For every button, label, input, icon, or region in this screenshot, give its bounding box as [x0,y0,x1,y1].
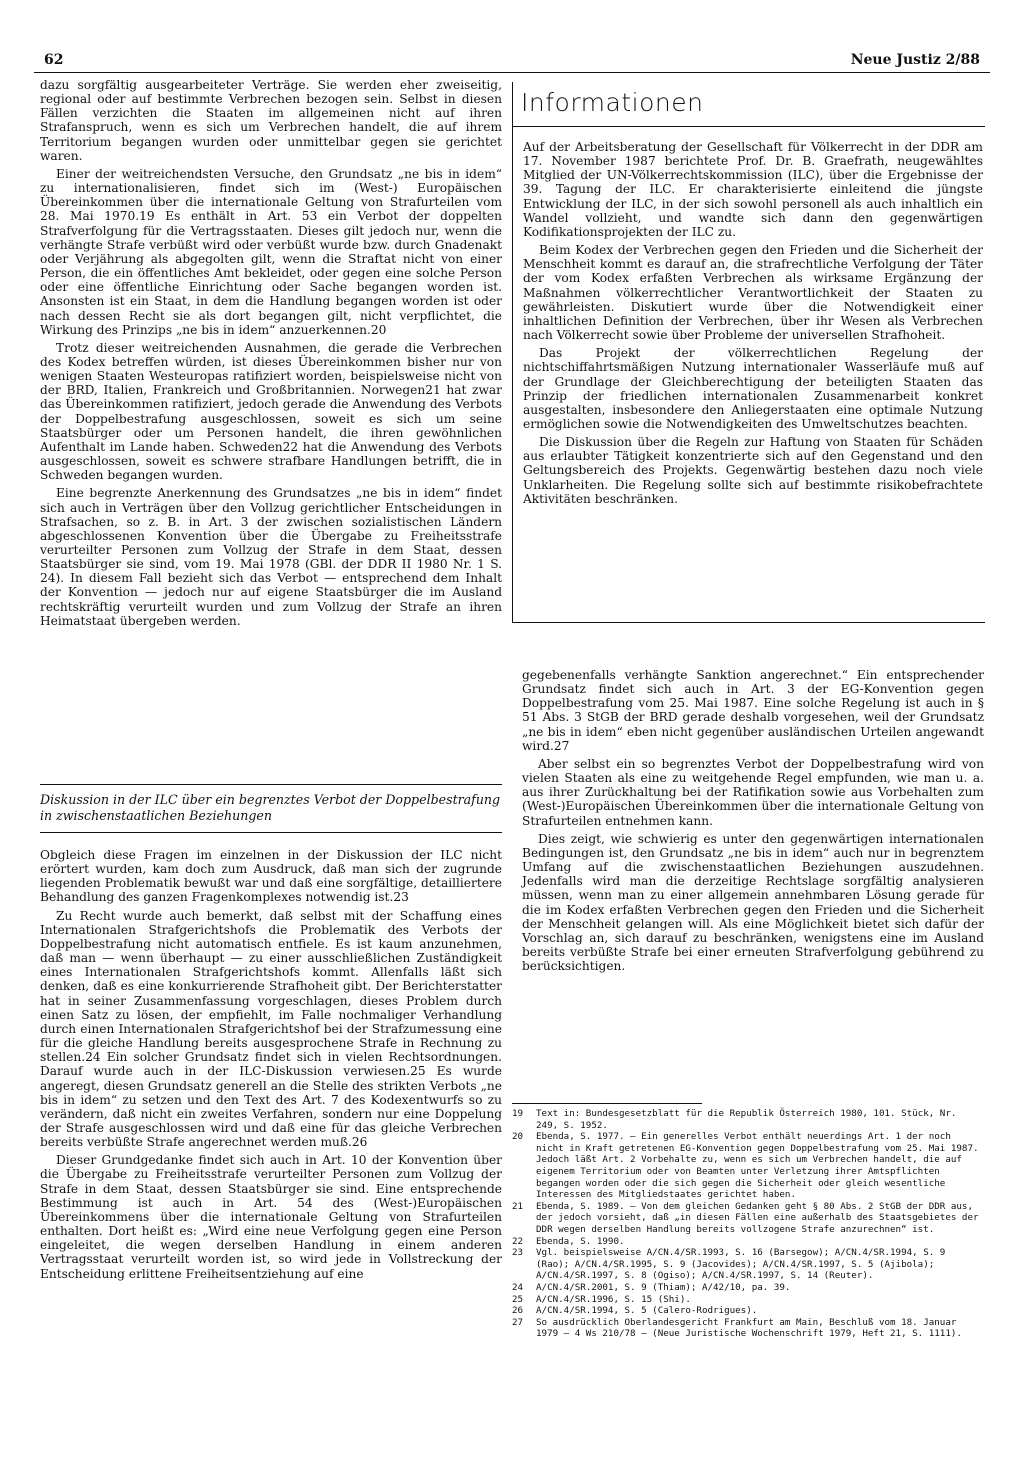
footnote-number: 20 [512,1131,524,1143]
paragraph: Dieser Grundgedanke findet sich auch in Art. 10 der Konvention über die Übergabe zu Freiheitsstrafe verurteilter Personen zum Vollzug der Strafe in dem Staat, dessen Staatsbürger sie sind. Eine entsprechende Bestimmung ist auch in Art. 54 des (West-)Europäischen Übereinkommens über die internationale Geltung von Strafurteilen enthalten. Dort heißt es: „Wird eine neue Verfolgung gegen eine Person eingeleitet, die wegen derselben Handlung in einem anderen Vertragsstaat verurteilt worden ist, so wird jede in Vollstreckung der Entscheidung erlittene Freiheitsentziehung auf eine [40,1153,502,1281]
paragraph: Obgleich diese Fragen im einzelnen in der Diskussion der ILC nicht erörtert wurden, kam doch zum Ausdruck, daß man sich der zugrunde liegenden Problematik bewußt war und daß eine sorgfältige, detailliertere Behandlung des ganzen Fragenkomplexes notwendig ist.23 [40,848,502,905]
footnote [512,1236,984,1248]
footnote-number: 22 [512,1235,524,1247]
section-heading: Diskussion in der ILC über ein begrenztes Verbot der Doppelbestrafung in zwischenstaatlichen Beziehungen [40,792,501,823]
footnote-text: A/CN.4/SR.1994, S. 5 (Calero-Rodrigues). [536,1305,758,1317]
paragraph: Beim Kodex der Verbrechen gegen den Frieden und die Sicherheit der Menschheit kommt es darauf an, die strafrechtliche Verfolgung der Täter der vom Kodex erfaßten Verbrechen als wirksame Ergänzung der Maßnahmen völkerrechtlicher Verantwortlichkeit der Staaten zu gewährleisten. Diskutiert wurde über die Notwendigkeit einer inhaltlichen Definition der Verbrechen, über ihr Wesen als Verbrechen nach Völkerrecht sowie über Probleme der universellen Strafhoheit. [523,243,983,343]
left-column-top [40,78,502,632]
left-column-bottom [40,848,502,1285]
info-body [523,140,983,510]
footnote-text: So ausdrücklich Oberlandesgericht Frankfurt am Main, Beschluß vom 18. Januar 1979 — 4 Ws 210/78 — (Neue Juristische Wochenschrift 1979, Heft 21, S. 1111). [536,1316,962,1340]
paragraph: gegebenenfalls verhängte Sanktion angerechnet.“ Ein entsprechender Grundsatz findet sich auch in Art. 3 der EG-Konvention gegen Doppelbestrafung vom 25. Mai 1987. Eine solche Regelung ist auch in § 51 Abs. 3 StGB der BRD gerade deshalb vorgesehen, weil der Grundsatz „ne bis in idem“ eben nicht gegenüber ausländischen Urteilen angewandt wird.27 [522,668,984,753]
footnote-number: 21 [512,1200,524,1212]
footnote-text: A/CN.4/SR.1996, S. 15 (Shi). [536,1293,691,1305]
right-column [522,668,984,977]
footnote-number: 24 [512,1281,524,1293]
footnote [512,1317,984,1340]
paragraph: Auf der Arbeitsberatung der Gesellschaft für Völkerrecht in der DDR am 17. November 1987 berichtete Prof. Dr. B. Graefrath, neugewähltes Mitglied der UN-Völkerrechtskommission (ILC), über die Ergebnisse der 39. Tagung der ILC. Er charakterisierte einleitend die jüngste Entwicklung der ILC, in der sich sowohl personell als auch inhaltlich ein Wandel vollzieht, und wandte sich dann den gegenwärtigen Kodifikationsprojekten der ILC zu. [523,140,983,239]
footnote-text: Ebenda, S. 1990. [536,1235,625,1247]
footnote [512,1294,984,1306]
info-title-rule [513,126,985,127]
section-rule-top [40,784,502,785]
footnote-text: Vgl. beispielsweise A/CN.4/SR.1993, S. 16 (Barsegow); A/CN.4/SR.1994, S. 9 (Rao); A/CN.4/SR.1995, S. 9 (Jacovides); A/CN.4/SR.1997, S. 5 (Ajibola); A/CN.4/SR.1997, S. 8 (Ogiso); A/CN.4/SR.1997, S. 14 (Reuter). [536,1247,951,1282]
page-number: 62 [44,52,64,68]
footnote-number: 23 [512,1247,524,1259]
journal-header: Neue Justiz 2/88 [850,52,980,68]
paragraph: Einer der weitreichendsten Versuche, den Grundsatz „ne bis in idem“ zu internationalisieren, findet sich im (West-) Europäischen Übereinkommen über die internationale Geltung von Strafurteilen vom 28. Mai 1970.19 Es enthält in Art. 53 ein Verbot der doppelten Strafverfolgung für die Vertragsstaaten. Dieses gilt jedoch nur, wenn die verhängte Strafe verbüßt wird oder verbüßt wurde bzw. durch Gnadenakt oder Verjährung als abgegolten gilt, wenn die Straftat nicht von einer Person, die ein öffentliches Amt bekleidet, oder gegen eine solche Person oder eine öffentliche Einrichtung oder Sache begangen worden ist. Ansonsten ist ein Staat, in dem die Handlung begangen worden ist oder nach dessen Recht sie als dort begangen gilt, nicht verpflichtet, die Wirkung des Prinzips „ne bis in idem“ anzuerkennen.20 [40,166,502,337]
footnote-text: Text in: Bundesgesetzblatt für die Republik Österreich 1980, 101. Stück, Nr. 249, S. 1952. [536,1108,962,1131]
info-box [512,82,985,623]
footnote-text: Ebenda, S. 1977. — Ein generelles Verbot enthält neuerdings Art. 1 der noch nicht in Kraft getretenen EG-Konvention gegen Doppelbestrafung vom 25. Mai 1987. Jedoch läßt Art. 2 Vorbehalte zu, wenn es sich um Verbrechen handelt, die auf eigenem Territorium oder von Beamten unter Verletzung ihrer Amtspflichten begangen worden oder die sich gegen die Sicherheit oder gleich wesentliche Interessen des Mitgliedstaates gerichtet haben. [536,1131,985,1201]
footnote-number: 25 [512,1293,524,1305]
footnotes [512,1108,984,1340]
footnote-number: 27 [512,1316,524,1328]
paragraph: Aber selbst ein so begrenztes Verbot der Doppelbestrafung wird von vielen Staaten als eine zu weitgehende Regel empfunden, wie man u. a. aus ihrer Zurückhaltung bei der Ratifikation sowie aus Vorbehalten zum (West-)Europäischen Übereinkommen über die internationale Geltung von Strafurteilen entnehmen kann. [522,756,984,828]
footnote-text: Ebenda, S. 1989. — Von dem gleichen Gedanken geht § 80 Abs. 2 StGB der DDR aus, der jedoch vorsieht, daß „in diesen Fällen eine außerhalb des Staatsgebietes der DDR wegen derselben Handlung bereits vollzogene Strafe anzurechnen“ ist. [536,1200,985,1235]
paragraph: Eine begrenzte Anerkennung des Grundsatzes „ne bis in idem“ findet sich auch in Verträgen über den Vollzug gerichtlicher Entscheidungen in Strafsachen, so z. B. in Art. 3 der zwischen sozialistischen Ländern abgeschlossenen Konvention über die Übergabe zu Freiheitsstrafe verurteilter Personen zum Vollzug der Strafe in dem Staat, dessen Staatsbürger sie sind, vom 19. Mai 1978 (GBl. der DDR II 1980 Nr. 1 S. 24). In diesem Fall bezieht sich das Verbot — entsprechend dem Inhalt der Konvention — jedoch nur auf eigene Staatsbürger die im Ausland rechtskräftig verurteilt wurden und zum Vollzug der Strafe an ihren Heimatstaat übergeben werden. [40,486,502,628]
paragraph: dazu sorgfältig ausgearbeiteter Verträge. Sie werden eher zweiseitig, regional oder auf bestimmte Verbrechen bezogen sein. Selbst in diesen Fällen verzichten die Staaten im allgemeinen nicht auf ihren Strafanspruch, wenn es sich um Verbrechen handelt, die auf ihrem Territorium begangen wurden oder unmittelbar gegen sie gerichtet waren. [40,78,502,163]
footnote [512,1108,984,1131]
paragraph: Trotz dieser weitreichenden Ausnahmen, die gerade die Verbrechen des Kodex betreffen würden, ist dieses Übereinkommen bisher nur von wenigen Staaten Westeuropas ratifiziert worden, beispielsweise nicht von der BRD, Italien, Frankreich und Großbritannien. Norwegen21 hat zwar das Übereinkommen ratifiziert, jedoch gerade die Anwendung des Verbots der Doppelbestrafung ausgeschlossen, soweit es sich um seine Staatsbürger oder um Personen handelt, die ihren gewöhnlichen Aufenthalt im Lande haben. Schweden22 hat die Anwendung des Verbots ausgeschlossen, soweit es schwere strafbare Handlungen betrifft, die in Schweden begangen wurden. [40,340,502,483]
footnote-text: A/CN.4/SR.2001, S. 9 (Thiam); A/42/10, pa. 39. [536,1281,791,1293]
header-rule [34,72,990,73]
footnote-rule [512,1103,702,1104]
footnote-number: 26 [512,1305,524,1317]
footnote-number: 19 [512,1108,524,1119]
footnote [512,1305,984,1317]
section-rule-bottom [40,832,502,833]
footnote [512,1201,984,1236]
paragraph: Das Projekt der völkerrechtlichen Regelung der nichtschiffahrtsmäßigen Nutzung internationaler Wasserläufe muß auf der Grundlage der Gleichberechtigung der beteiligten Staaten das Prinzip der friedlichen internationalen Zusammenarbeit konkret ausgestalten, insbesondere den Anliegerstaaten eine optimale Nutzung ermöglichen sowie die Notwendigkeiten des Umweltschutzes beachten. [523,346,983,431]
paragraph: Zu Recht wurde auch bemerkt, daß selbst mit der Schaffung eines Internationalen Strafgerichtshofs die Problematik des Verbots der Doppelbestrafung nicht automatisch entfiele. Es ist kaum anzunehmen, daß man — wenn überhaupt — zu einer ausschließlichen Zuständigkeit eines Internationalen Strafgerichtshofs kommt. Allenfalls läßt sich denken, daß es eine konkurrierende Strafhoheit gibt. Der Berichterstatter hat in seiner Zusammenfassung vorgeschlagen, dieses Problem durch einen Satz zu lösen, der empfiehlt, im Falle nochmaliger Verhandlung durch einen Internationalen Strafgerichtshof bei der Strafzumessung eine für die gleiche Handlung bereits ausgesprochene Strafe in Rechnung zu stellen.24 Ein solcher Grundsatz findet sich in vielen Rechtsordnungen. Darauf wurde auch in der ILC-Diskussion verwiesen.25 Es wurde angeregt, diesen Grundsatz generell an die Stelle des strikten Verbots „ne bis in idem“ zu setzen und den Text des Art. 7 des Kodexentwurfs so zu verändern, daß nicht ein zweites Verfahren, sondern nur eine Doppelung der Strafe ausgeschlossen wird und daß eine für das gleiche Verbrechen bereits verbüßte Strafe angerechnet werden muß.26 [40,908,502,1150]
paragraph: Dies zeigt, wie schwierig es unter den gegenwärtigen internationalen Bedingungen ist, den Grundsatz „ne bis in idem“ auch nur in begrenztem Umfang auf die zwischenstaatlichen Beziehungen auszudehnen. Jedenfalls wird man die derzeitige Rechtslage sorgfältig analysieren müssen, wenn man zu einer allgemein annehmbaren Lösung gerade für die im Kodex erfaßten Verbrechen gegen den Frieden und die Sicherheit der Menschheit gelangen will. Als eine Möglichkeit bietet sich dafür der Vorschlag an, sich darauf zu beschränken, wenigstens eine im Ausland bereits verbüßte Strafe bei einer erneuten Strafverfolgung gebührend zu berücksichtigen. [522,831,984,974]
paragraph: Die Diskussion über die Regeln zur Haftung von Staaten für Schäden aus erlaubter Tätigkeit konzentrierte sich auf den Gegenstand und den Geltungsbereich des Projekts. Gegenwärtig bestehen dazu noch viele Unklarheiten. Die Regelung sollte sich auf bestimmte risikobefrachtete Aktivitäten beschränken. [523,435,983,506]
footnote [512,1247,984,1282]
info-title: Informationen [521,88,704,117]
footnote [512,1131,984,1201]
footnote [512,1282,984,1294]
